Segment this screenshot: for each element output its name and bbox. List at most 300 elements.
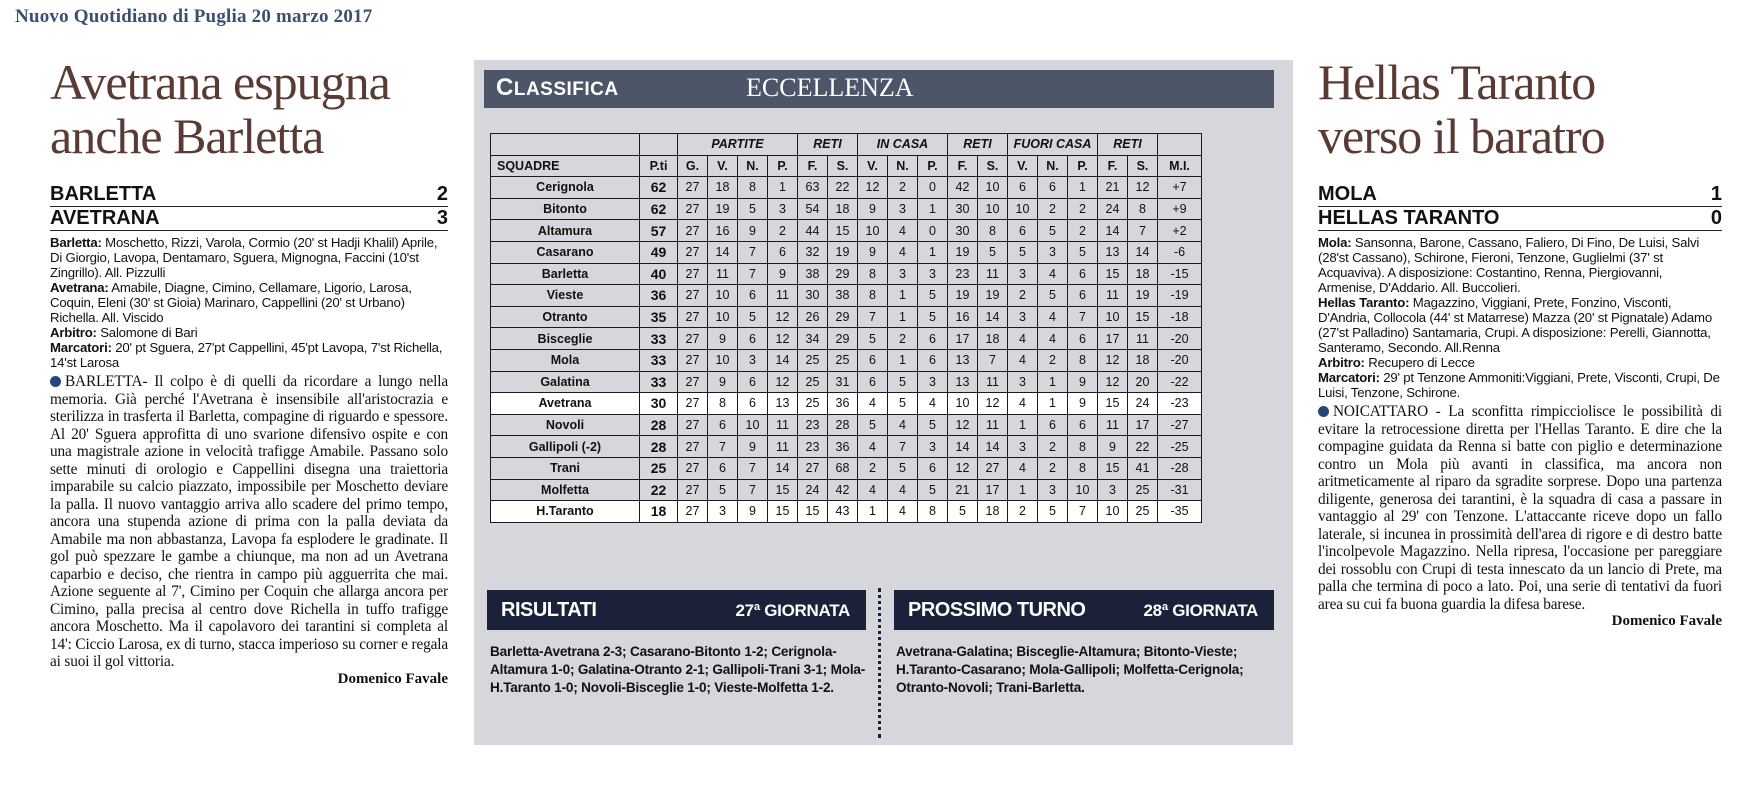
stat-cell: 7 <box>888 436 918 458</box>
stat-cell: 6 <box>918 457 948 479</box>
table-row <box>491 349 1202 371</box>
team-name: Molfetta <box>491 479 640 501</box>
standings-table <box>490 133 1202 523</box>
left-referee: Arbitro: Salomone di Bari <box>50 325 198 340</box>
stat-cell: 25 <box>828 349 858 371</box>
stat-cell: 13 <box>1098 241 1128 263</box>
dotted-separator <box>878 588 881 738</box>
left-scoreboard <box>50 183 448 231</box>
stat-cell: 9 <box>738 501 768 523</box>
stat-cell: -25 <box>1158 436 1202 458</box>
left-home-team: BARLETTA <box>50 183 157 205</box>
column-header: P. <box>918 155 948 177</box>
stat-cell: 29 <box>828 306 858 328</box>
table-row <box>491 393 1202 415</box>
stat-cell: 9 <box>1098 436 1128 458</box>
team-points: 35 <box>640 306 678 328</box>
stat-cell: 63 <box>798 177 828 199</box>
right-away-scoreline <box>1318 207 1722 231</box>
stat-cell: 12 <box>768 328 798 350</box>
stat-cell: 4 <box>858 393 888 415</box>
team-points: 62 <box>640 198 678 220</box>
stat-cell: 25 <box>1128 501 1158 523</box>
stat-cell: 2 <box>858 457 888 479</box>
stat-cell: 21 <box>948 479 978 501</box>
stat-cell: 4 <box>888 220 918 242</box>
stat-cell: 3 <box>1008 436 1038 458</box>
stat-cell: 19 <box>948 285 978 307</box>
team-name: Gallipoli (-2) <box>491 436 640 458</box>
stat-cell: 4 <box>1008 457 1038 479</box>
team-points: 28 <box>640 414 678 436</box>
stat-cell: 6 <box>1038 414 1068 436</box>
column-header-row <box>491 155 1202 177</box>
column-header: P. <box>1068 155 1098 177</box>
stat-cell: 42 <box>948 177 978 199</box>
group-header-row <box>491 134 1202 156</box>
team-name: Mola <box>491 349 640 371</box>
stat-cell: 15 <box>1098 263 1128 285</box>
left-away-scoreline <box>50 207 448 231</box>
team-points: 49 <box>640 241 678 263</box>
stat-cell: 1 <box>1038 371 1068 393</box>
stat-cell: 23 <box>798 414 828 436</box>
left-headline <box>50 55 448 163</box>
stat-cell: 13 <box>948 371 978 393</box>
stat-cell: +9 <box>1158 198 1202 220</box>
stat-cell: 15 <box>768 479 798 501</box>
stat-cell: 27 <box>678 198 708 220</box>
stat-cell: 27 <box>678 393 708 415</box>
stat-cell: 2 <box>1038 457 1068 479</box>
stat-cell: 12 <box>948 457 978 479</box>
stat-cell: 2 <box>1008 285 1038 307</box>
stat-cell: 19 <box>948 241 978 263</box>
stat-cell: -23 <box>1158 393 1202 415</box>
team-name: Trani <box>491 457 640 479</box>
stat-cell: 36 <box>828 393 858 415</box>
stat-cell: 5 <box>888 457 918 479</box>
stat-cell: 9 <box>768 263 798 285</box>
stat-cell: 27 <box>678 479 708 501</box>
stat-cell: 8 <box>858 285 888 307</box>
stat-cell: 3 <box>918 263 948 285</box>
stat-cell: 18 <box>1128 349 1158 371</box>
stat-cell: 30 <box>948 220 978 242</box>
stat-cell: 15 <box>1098 393 1128 415</box>
stat-cell: 11 <box>768 414 798 436</box>
stat-cell: 16 <box>948 306 978 328</box>
stat-cell: 2 <box>768 220 798 242</box>
group-header: FUORI CASA <box>1008 134 1098 156</box>
team-name: H.Taranto <box>491 501 640 523</box>
stat-cell: 43 <box>828 501 858 523</box>
column-header: P.ti <box>640 155 678 177</box>
stat-cell: 20 <box>1128 371 1158 393</box>
stat-cell: 11 <box>978 414 1008 436</box>
stat-cell: 6 <box>858 371 888 393</box>
stat-cell: 14 <box>1098 220 1128 242</box>
stat-cell: 9 <box>1068 371 1098 393</box>
left-home-score: 2 <box>436 183 448 205</box>
team-points: 33 <box>640 349 678 371</box>
stat-cell: 4 <box>918 393 948 415</box>
stat-cell: 8 <box>708 393 738 415</box>
stat-cell: 11 <box>978 263 1008 285</box>
stat-cell: 4 <box>888 241 918 263</box>
left-home-scoreline <box>50 183 448 207</box>
stat-cell: 3 <box>1008 371 1038 393</box>
stat-cell: 9 <box>1068 393 1098 415</box>
stat-cell: 16 <box>708 220 738 242</box>
stat-cell: 1 <box>1008 414 1038 436</box>
stat-cell: 41 <box>1128 457 1158 479</box>
stat-cell: 11 <box>978 371 1008 393</box>
stat-cell: 6 <box>708 457 738 479</box>
stat-cell: 5 <box>1038 220 1068 242</box>
stat-cell: 27 <box>678 241 708 263</box>
stat-cell: 11 <box>1128 328 1158 350</box>
stat-cell: 4 <box>888 414 918 436</box>
stat-cell: 17 <box>1098 328 1128 350</box>
stat-cell: 7 <box>1128 220 1158 242</box>
group-header: RETI <box>1098 134 1158 156</box>
stat-cell: 18 <box>978 501 1008 523</box>
stat-cell: 15 <box>1098 457 1128 479</box>
stat-cell: 12 <box>1128 177 1158 199</box>
stat-cell: 7 <box>1068 501 1098 523</box>
stat-cell: 10 <box>708 306 738 328</box>
stat-cell: 3 <box>1008 306 1038 328</box>
league-title: ECCELLENZA <box>746 73 914 102</box>
stat-cell: 5 <box>708 479 738 501</box>
stat-cell: 30 <box>948 198 978 220</box>
stat-cell: 8 <box>1068 436 1098 458</box>
risultati-text: Barletta-Avetrana 2-3; Casarano-Bitonto 1-2; Cerignola-Altamura 1-0; Galatina-Otranto 2-1; Gallipoli-Trani 3-1; Mola-H.Taranto 1-0; Novoli-Bisceglie 1-0; Vieste-Molfetta 1-2. <box>490 644 866 695</box>
right-away-score: 0 <box>1710 207 1722 229</box>
stat-cell: 2 <box>1068 220 1098 242</box>
stat-cell: 12 <box>768 306 798 328</box>
stat-cell: 1 <box>1008 479 1038 501</box>
stat-cell: 8 <box>858 263 888 285</box>
stat-cell: 1 <box>918 241 948 263</box>
stat-cell: 7 <box>738 263 768 285</box>
stat-cell: -35 <box>1158 501 1202 523</box>
table-row <box>491 220 1202 242</box>
stat-cell: 1 <box>888 349 918 371</box>
stat-cell: 17 <box>978 479 1008 501</box>
stat-cell: 21 <box>1098 177 1128 199</box>
team-name: Bisceglie <box>491 328 640 350</box>
stat-cell: 6 <box>918 349 948 371</box>
stat-cell: 5 <box>978 241 1008 263</box>
table-row <box>491 371 1202 393</box>
team-points: 25 <box>640 457 678 479</box>
classifica-title: CLASSIFICA <box>496 74 619 101</box>
stat-cell: 34 <box>798 328 828 350</box>
stat-cell: 3 <box>1038 241 1068 263</box>
column-header: G. <box>678 155 708 177</box>
prossimo-turno-round: 28ª GIORNATA <box>1143 601 1258 620</box>
column-header: F. <box>948 155 978 177</box>
stat-cell: 27 <box>678 285 708 307</box>
standings-table-wrap <box>490 133 1202 523</box>
stat-cell: 27 <box>678 177 708 199</box>
team-name: Novoli <box>491 414 640 436</box>
stat-cell: 5 <box>858 328 888 350</box>
team-name: Avetrana <box>491 393 640 415</box>
left-author: Domenico Favale <box>337 670 448 687</box>
stat-cell: -31 <box>1158 479 1202 501</box>
stat-cell: 3 <box>888 263 918 285</box>
stat-cell: 6 <box>1038 177 1068 199</box>
stat-cell: 2 <box>1038 349 1068 371</box>
stat-cell: 19 <box>1128 285 1158 307</box>
team-points: 33 <box>640 371 678 393</box>
stat-cell: 4 <box>888 501 918 523</box>
table-row <box>491 241 1202 263</box>
stat-cell: 26 <box>798 306 828 328</box>
stat-cell: 0 <box>918 177 948 199</box>
stat-cell: 8 <box>918 501 948 523</box>
stat-cell: 4 <box>1038 328 1068 350</box>
stat-cell: 27 <box>678 306 708 328</box>
column-header: P. <box>768 155 798 177</box>
stat-cell: 19 <box>828 241 858 263</box>
stat-cell: 3 <box>708 501 738 523</box>
risultati-round: 27ª GIORNATA <box>735 601 850 620</box>
stat-cell: 13 <box>768 393 798 415</box>
prossimo-turno-label: PROSSIMO TURNO <box>908 599 1086 621</box>
stat-cell: 10 <box>738 414 768 436</box>
column-header: N. <box>888 155 918 177</box>
stat-cell: 30 <box>798 285 828 307</box>
stat-cell: 27 <box>798 457 828 479</box>
stat-cell: 1 <box>768 177 798 199</box>
stat-cell: 1 <box>1068 177 1098 199</box>
left-article <box>50 55 448 688</box>
stat-cell: 36 <box>828 436 858 458</box>
left-lineup-barletta: Barletta: Moschetto, Rizzi, Varola, Cormio (20' st Hadji Khalil) Aprile, Di Giorgio, Lavopa, Dentamaro, Sguera, Mignogna, Faccini (10'st Zingrillo). All. Pizzulli <box>50 235 438 280</box>
stat-cell: 14 <box>708 241 738 263</box>
stat-cell: 6 <box>738 285 768 307</box>
stat-cell: 27 <box>678 436 708 458</box>
table-row <box>491 501 1202 523</box>
team-name: Galatina <box>491 371 640 393</box>
stat-cell: -28 <box>1158 457 1202 479</box>
stat-cell: -6 <box>1158 241 1202 263</box>
column-header: N. <box>738 155 768 177</box>
stat-cell: 5 <box>1038 285 1068 307</box>
stat-cell: 1 <box>888 285 918 307</box>
stat-cell: 14 <box>948 436 978 458</box>
stat-cell: 10 <box>948 393 978 415</box>
team-name: Barletta <box>491 263 640 285</box>
stat-cell: 5 <box>918 479 948 501</box>
stat-cell: 9 <box>858 198 888 220</box>
stat-cell: 7 <box>738 241 768 263</box>
team-name: Vieste <box>491 285 640 307</box>
stat-cell: 1 <box>888 306 918 328</box>
stat-cell: 27 <box>678 349 708 371</box>
stat-cell: 10 <box>978 198 1008 220</box>
stat-cell: 6 <box>738 328 768 350</box>
standings-body <box>491 177 1202 523</box>
stat-cell: 2 <box>1038 436 1068 458</box>
stat-cell: -20 <box>1158 349 1202 371</box>
stat-cell: 4 <box>1038 263 1068 285</box>
table-row <box>491 177 1202 199</box>
stat-cell: 29 <box>828 263 858 285</box>
team-points: 57 <box>640 220 678 242</box>
stat-cell: 31 <box>828 371 858 393</box>
group-header: PARTITE <box>678 134 798 156</box>
stat-cell: 25 <box>798 349 828 371</box>
stat-cell: 3 <box>738 349 768 371</box>
stat-cell: 17 <box>1128 414 1158 436</box>
team-points: 22 <box>640 479 678 501</box>
stat-cell: 11 <box>1098 285 1128 307</box>
masthead: Nuovo Quotidiano di Puglia 20 marzo 2017 <box>15 6 373 27</box>
stat-cell: 5 <box>948 501 978 523</box>
stat-cell: 10 <box>978 177 1008 199</box>
stat-cell: 3 <box>768 198 798 220</box>
stat-cell: 2 <box>1038 198 1068 220</box>
stat-cell: 25 <box>1128 479 1158 501</box>
stat-cell: 27 <box>678 501 708 523</box>
stat-cell: 8 <box>1068 349 1098 371</box>
stat-cell: 6 <box>768 241 798 263</box>
stat-cell: 7 <box>708 436 738 458</box>
stat-cell: 12 <box>858 177 888 199</box>
stat-cell: 10 <box>708 285 738 307</box>
stat-cell: 4 <box>1008 349 1038 371</box>
stat-cell: 6 <box>1068 414 1098 436</box>
stat-cell: 2 <box>1008 501 1038 523</box>
team-points: 36 <box>640 285 678 307</box>
right-scorers: Marcatori: 29' pt Tenzone Ammoniti:Viggiani, Prete, Visconti, Crupi, De Luisi, Tenzone, Schirone. <box>1318 370 1720 400</box>
stat-cell: 4 <box>1038 306 1068 328</box>
left-body: BARLETTA- Il colpo è di quelli da ricordare a lungo nella memoria. Già perché l'Avetrana è insensibile all'aristocrazia e sterilizza in trasferta il Barletta, compagine di riguardo e spessore. Al 20' Sguera approfitta di uno svarione difensivo ospite e con una magistrale azione in velocità trafigge Amabile. Passano solo sette minuti di orologio e Cappellini disegna una traiettoria imparabile su calcio piazzato, impossibile per Moschetto deviare la palla. Il nuovo vantaggio arriva allo scadere del primo tempo, ancora una stupenda azione di prima con la palla deviata da Amabile ma non abbastanza, Lavopa fa esplodere le gradinate. Il gol può spezzare le gambe a chiunque, ma non ad un Avetrana caparbio e deciso, che rientra in campo più agguerrita che mai. Azione seguente al 7', Cimino per Coquin che allarga ancora per Cimino, palla precisa al centro dove Richella in tuffo trafigge ancora Moschetto. Ma il capolavoro dei tarantini si completa al 14': Ciccio Larosa, ex di turno, stacca imperioso su corner e regala ai suoi il gol vittoria. <box>50 373 448 670</box>
stat-cell: 27 <box>678 414 708 436</box>
stat-cell: 4 <box>888 479 918 501</box>
stat-cell: 6 <box>858 349 888 371</box>
stat-cell: +7 <box>1158 177 1202 199</box>
right-away-team: HELLAS TARANTO <box>1318 207 1500 229</box>
stat-cell: 3 <box>888 198 918 220</box>
stat-cell: 19 <box>708 198 738 220</box>
team-name: Cerignola <box>491 177 640 199</box>
stat-cell: 25 <box>798 371 828 393</box>
stat-cell: 14 <box>978 436 1008 458</box>
stat-cell: 6 <box>1008 220 1038 242</box>
stat-cell: 6 <box>918 328 948 350</box>
stat-cell: 14 <box>1128 241 1158 263</box>
left-lineups <box>50 235 448 370</box>
stat-cell: 15 <box>828 220 858 242</box>
stat-cell: 7 <box>738 479 768 501</box>
column-header: M.I. <box>1158 155 1202 177</box>
stat-cell: 25 <box>798 393 828 415</box>
stat-cell: 14 <box>768 457 798 479</box>
stat-cell: 5 <box>858 414 888 436</box>
stat-cell: -20 <box>1158 328 1202 350</box>
stat-cell: 11 <box>1098 414 1128 436</box>
stat-cell: -18 <box>1158 306 1202 328</box>
team-points: 33 <box>640 328 678 350</box>
right-headline-line-2: verso il baratro <box>1318 108 1605 164</box>
stat-cell: 8 <box>1128 198 1158 220</box>
stat-cell: 18 <box>1128 263 1158 285</box>
stat-cell: 42 <box>828 479 858 501</box>
column-header: SQUADRE <box>491 155 640 177</box>
right-home-score: 1 <box>1710 183 1722 205</box>
stat-cell: 5 <box>1008 241 1038 263</box>
stat-cell: 22 <box>828 177 858 199</box>
right-home-scoreline <box>1318 183 1722 207</box>
stat-cell: 9 <box>708 371 738 393</box>
stat-cell: 2 <box>1068 198 1098 220</box>
table-row <box>491 306 1202 328</box>
right-author: Domenico Favale <box>1611 613 1722 629</box>
stat-cell: 27 <box>678 220 708 242</box>
risultati-label: RISULTATI <box>501 599 597 621</box>
stat-cell: 18 <box>708 177 738 199</box>
table-row <box>491 285 1202 307</box>
table-row <box>491 436 1202 458</box>
team-points: 62 <box>640 177 678 199</box>
bullet-icon <box>1318 406 1329 417</box>
stat-cell: 54 <box>798 198 828 220</box>
team-points: 40 <box>640 263 678 285</box>
table-row <box>491 457 1202 479</box>
stat-cell: 14 <box>978 306 1008 328</box>
stat-cell: -22 <box>1158 371 1202 393</box>
right-home-team: MOLA <box>1318 183 1377 205</box>
stat-cell: +2 <box>1158 220 1202 242</box>
stat-cell: 27 <box>678 457 708 479</box>
group-header-empty <box>1158 134 1202 156</box>
stat-cell: 12 <box>1098 349 1128 371</box>
column-header: S. <box>978 155 1008 177</box>
right-scoreboard <box>1318 183 1722 231</box>
column-header: V. <box>1008 155 1038 177</box>
stat-cell: 11 <box>768 436 798 458</box>
stat-cell: 7 <box>738 457 768 479</box>
right-article <box>1318 55 1722 630</box>
stat-cell: -19 <box>1158 285 1202 307</box>
stat-cell: 23 <box>948 263 978 285</box>
stat-cell: 17 <box>948 328 978 350</box>
stat-cell: 1 <box>918 198 948 220</box>
left-headline-line-2: anche Barletta <box>50 108 324 164</box>
column-header: F. <box>1098 155 1128 177</box>
stat-cell: 5 <box>918 306 948 328</box>
group-header-empty <box>640 134 678 156</box>
right-lineup-mola: Mola: Sansonna, Barone, Cassano, Faliero, Di Fino, De Luisi, Salvi (28'st Cassano), Schirone, Fieroni, Tenzone, Guglielmi (37' st Acquaviva). A disposizione: Costantino, Renna, Piergiovanni, Armenise, D'Addario. All. Buccolieri. <box>1318 235 1700 295</box>
stat-cell: 3 <box>1038 479 1068 501</box>
stat-cell: 5 <box>1068 241 1098 263</box>
table-row <box>491 198 1202 220</box>
stat-cell: 10 <box>1008 198 1038 220</box>
stat-cell: 27 <box>978 457 1008 479</box>
stat-cell: 4 <box>1008 328 1038 350</box>
stat-cell: 10 <box>1068 479 1098 501</box>
team-name: Altamura <box>491 220 640 242</box>
stat-cell: 10 <box>1098 306 1128 328</box>
classifica-panel <box>474 60 1293 745</box>
stat-cell: 23 <box>798 436 828 458</box>
